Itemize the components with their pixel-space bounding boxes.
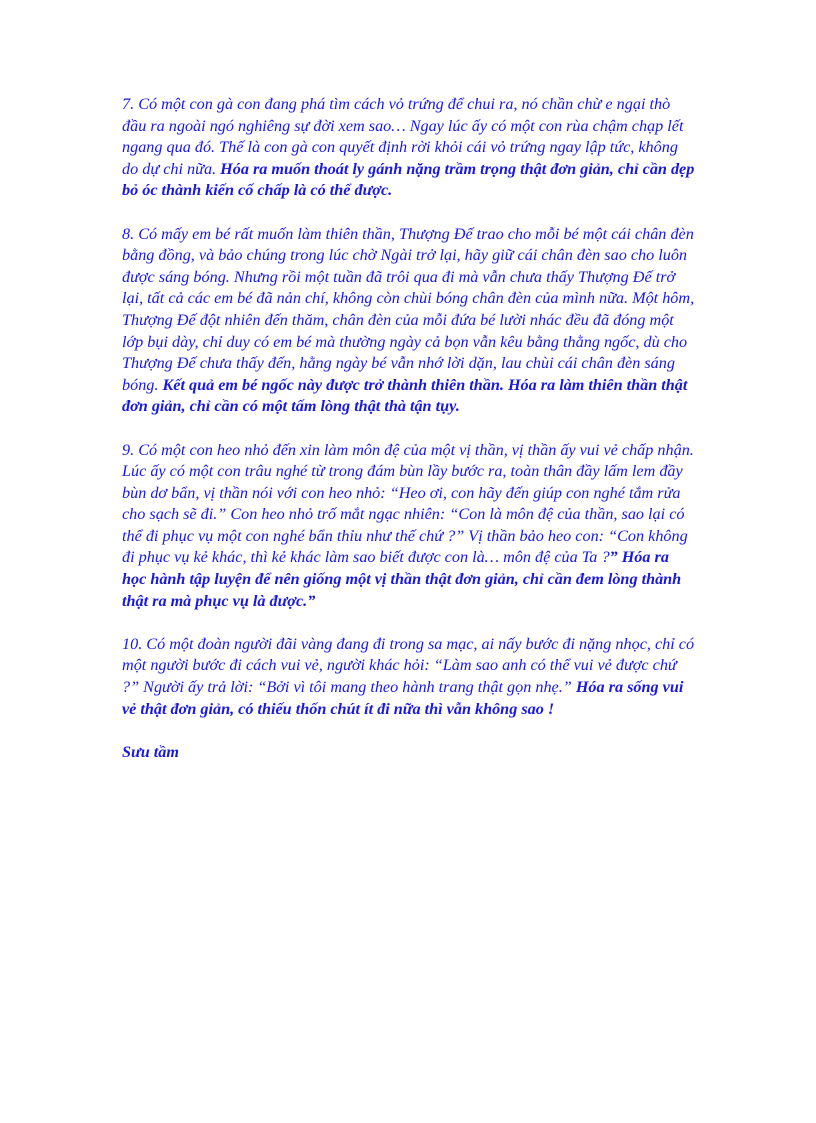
paragraph-9-moral: ” Hóa ra học hành tập luyện để nên giống một vị thần thật đơn giản, chỉ cần đem lòng thành thật ra mà phục vụ là được.” xyxy=(122,548,682,610)
paragraph-8 xyxy=(122,224,696,418)
paragraph-9-text: 9. Có một con heo nhỏ đến xin làm môn đệ của một vị thần, vị thần ấy vui vẻ chấp nhận. Lúc ấy có một con trâu nghé từ trong đám bùn lầy bước ra, toàn thân đầy lấm lem đầy bùn dơ bẩn, vị thần nói với con heo nhỏ: “Heo ơi, con hãy đến giúp con nghé tắm rửa cho sạch sẽ đi.” Con heo nhỏ trố mắt ngạc nhiên: “Con là môn đệ của thần, sao lại có thể đi phục vụ một con nghé bẩn thỉu như thế chứ ?” Vị thần bảo heo con: “Con không đi phục vụ kẻ khác, thì kẻ khác làm sao biết được con là… môn đệ của Ta ? xyxy=(122,440,694,567)
paragraph-10 xyxy=(122,634,696,720)
signature: Sưu tầm xyxy=(122,742,179,761)
paragraph-10-text: 10. Có một đoàn người đãi vàng đang đi trong sa mạc, ai nấy bước đi nặng nhọc, chỉ có một người bước đi cách vui vẻ, người khác hỏi: “Làm sao anh có thể vui vẻ được chứ ?” Người ấy trả lời: “Bởi vì tôi mang theo hành trang thật gọn nhẹ.” xyxy=(122,634,695,697)
paragraph-8-moral: Kết quả em bé ngốc này được trở thành thiên thần. Hóa ra làm thiên thần thật đơn giản, chỉ cần có một tấm lòng thật thà tận tụy. xyxy=(122,375,688,416)
paragraph-8-text: 8. Có mấy em bé rất muốn làm thiên thần, Thượng Đế trao cho mỗi bé một cái chân đèn bằng đồng, và bảo chúng trong lúc chờ Ngài trở lại, hãy giữ cái chân đèn sao cho luôn được sáng bóng. Nhưng rồi một tuần đã trôi qua đi mà vẫn chưa thấy Thượng Đế trở lại, tất cả các em bé đã nản chí, không còn chùi bóng chân đèn của mình nữa. Một hôm, Thượng Đế đột nhiên đến thăm, chân đèn của mỗi đứa bé lười nhác đều đã đóng một lớp bụi dày, chỉ duy có em bé mà thường ngày cả bọn vẫn kêu bằng thằng ngốc, dù cho Thượng Đế chưa thấy đến, hằng ngày bé vẫn nhớ lời dặn, lau chùi cái chân đèn sáng bóng. xyxy=(122,224,695,394)
paragraph-7 xyxy=(122,94,696,202)
paragraph-9 xyxy=(122,440,696,613)
paragraph-10-moral: Hóa ra sống vui vẻ thật đơn giản, có thiếu thốn chút ít đi nữa thì vẫn không sao ! xyxy=(122,678,684,718)
paragraph-7-text: 7. Có một con gà con đang phá tìm cách vỏ trứng để chui ra, nó chần chừ e ngại thò đầu ra ngoài ngó nghiêng sự đời xem sao… Ngay lúc ấy có một con rùa chậm chạp lết ngang qua đó. Thế là con gà con quyết định rời khỏi cái vỏ trứng ngay lập tức, không do dự chi nữa. xyxy=(122,95,684,178)
paragraph-7-moral: Hóa ra muốn thoát ly gánh nặng trầm trọng thật đơn giản, chỉ cần dẹp bỏ óc thành kiến cố chấp là có thể được. xyxy=(122,159,695,200)
document-body xyxy=(122,94,696,763)
